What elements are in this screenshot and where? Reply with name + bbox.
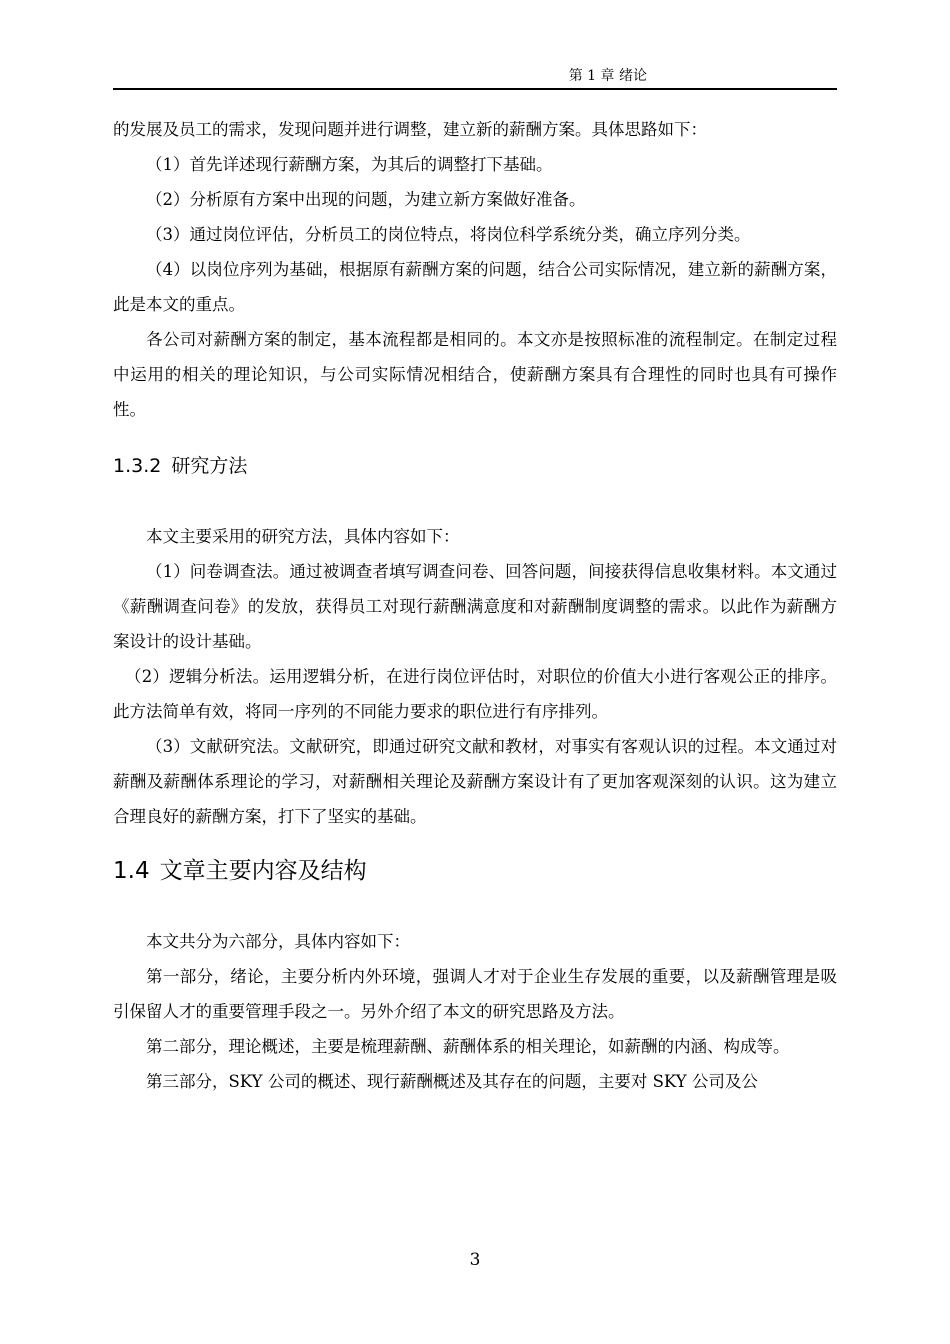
chapter-header: 第 1 章 绪论 (568, 68, 647, 84)
paragraph: 第一部分，绪论，主要分析内外环境，强调人才对于企业生存发展的重要，以及薪酬管理是吸引保留人才的重要管理手段之一。另外介绍了本文的研究思路及方法。 (113, 967, 837, 1021)
page-header (113, 66, 837, 90)
list-item: （3）通过岗位评估，分析员工的岗位特点，将岗位科学系统分类，确立序列分类。 (146, 225, 751, 244)
page-number: 3 (469, 1250, 481, 1270)
section-number: 1.4 (113, 858, 150, 884)
list-item: （4）以岗位序列为基础，根据原有薪酬方案的问题，结合公司实际情况，建立新的薪酬方案，此是本文的重点。 (113, 260, 837, 314)
paragraph: 各公司对薪酬方案的制定，基本流程都是相同的。本文亦是按照标准的流程制定。在制定过程中运用的相关的理论知识，与公司实际情况相结合，使薪酬方案具有合理性的同时也具有可操作性。 (113, 330, 837, 419)
list-item: （1）首先详述现行薪酬方案，为其后的调整打下基础。 (146, 155, 553, 174)
paragraph: 本文共分为六部分，具体内容如下： (146, 932, 410, 951)
paragraph: 的发展及员工的需求，发现问题并进行调整，建立新的薪酬方案。具体思路如下： (113, 120, 707, 139)
document-body (113, 112, 837, 1099)
paragraph: 第三部分，SKY 公司的概述、现行薪酬概述及其存在的问题，主要对 SKY 公司及公 (146, 1072, 758, 1091)
list-item: （1）问卷调查法。通过被调查者填写调查问卷、回答问题，间接获得信息收集材料。本文通过《薪酬调查问卷》的发放，获得员工对现行薪酬满意度和对薪酬制度调整的需求。以此作为薪酬方案设计的设计基础。 (113, 562, 837, 651)
list-item: （2）逻辑分析法。运用逻辑分析，在进行岗位评估时，对职位的价值大小进行客观公正的排序。此方法简单有效，将同一序列的不同能力要求的职位进行有序排列。 (113, 667, 837, 721)
paragraph: 第二部分，理论概述，主要是梳理薪酬、薪酬体系的相关理论，如薪酬的内涵、构成等。 (146, 1037, 790, 1056)
section-title: 文章主要内容及结构 (159, 858, 367, 884)
section-title: 研究方法 (171, 455, 248, 477)
section-number: 1.3.2 (113, 455, 162, 477)
list-item: （3）文献研究法。文献研究，即通过研究文献和教材，对事实有客观认识的过程。本文通过对薪酬及薪酬体系理论的学习，对薪酬相关理论及薪酬方案设计有了更加客观深刻的认识。这为建立合理良好的薪酬方案，打下了坚实的基础。 (113, 737, 837, 826)
list-item: （2）分析原有方案中出现的问题，为建立新方案做好准备。 (146, 190, 586, 209)
section-heading-1-4 (113, 853, 837, 889)
paragraph: 本文主要采用的研究方法，具体内容如下： (146, 527, 460, 546)
section-heading-1-3-2 (113, 449, 837, 483)
